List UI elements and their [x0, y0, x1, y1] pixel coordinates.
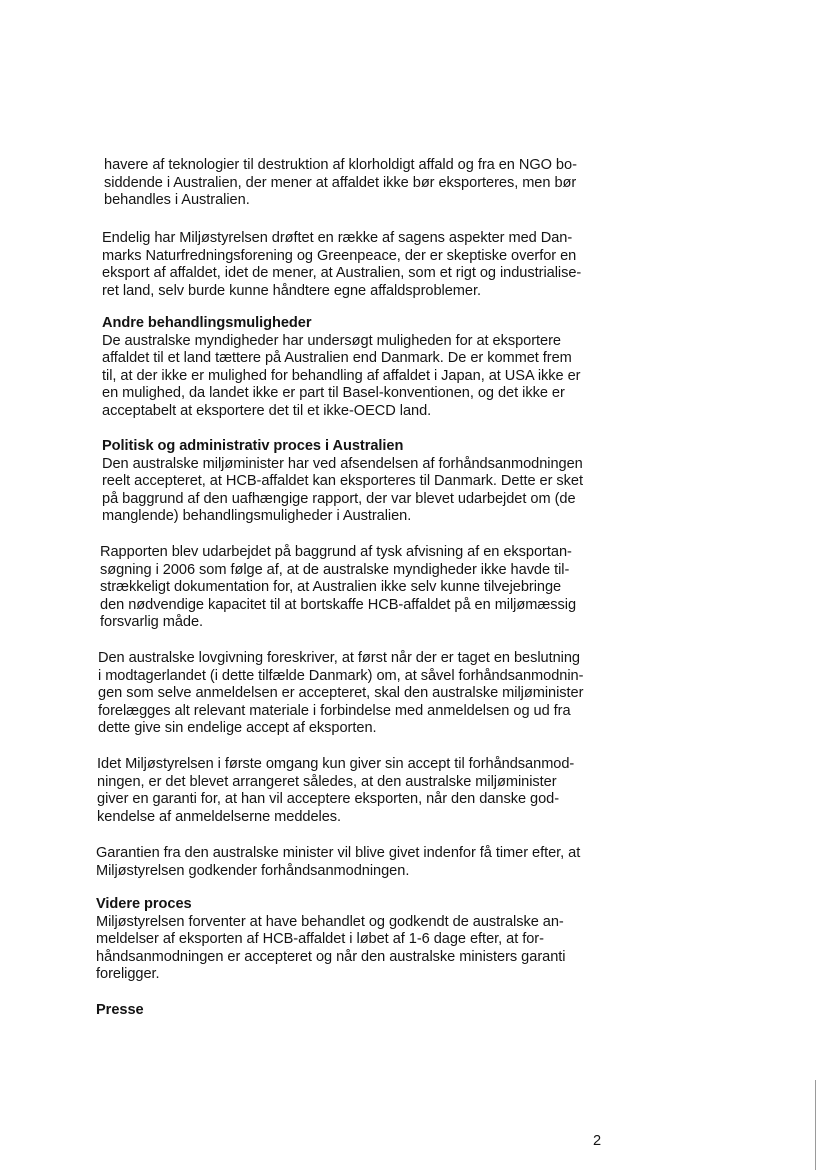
text-line: Den australske lovgivning foreskriver, at først når der er taget en beslutning	[98, 650, 580, 666]
paragraph-guarantee-timing	[96, 845, 580, 880]
page-number: 2	[593, 1133, 602, 1149]
text-line: Miljøstyrelsen godkender forhåndsanmodningen.	[96, 862, 410, 879]
scan-edge-mark	[815, 1080, 816, 1170]
text-line: til, at der ikke er mulighed for behandling af affaldet i Japan, at USA ikke er	[102, 367, 581, 384]
text-line: strækkeligt dokumentation for, at Australien ikke selv kunne tilvejebringe	[100, 579, 562, 596]
text-line: eksport af affaldet, idet de mener, at Australien, som et rigt og industrialise-	[102, 265, 582, 282]
text-line: håndsanmodningen er accepteret og når den australske ministers garanti	[96, 948, 566, 965]
paragraph-legislation	[98, 650, 583, 738]
text-line: forsvarlig måde.	[100, 614, 204, 631]
text-line: Endelig har Miljøstyrelsen drøftet en række af sagens aspekter med Dan-	[102, 230, 573, 246]
text-line: i modtagerlandet (i dette tilfælde Danmark) om, at såvel forhåndsanmodnin-	[98, 667, 584, 684]
text-line: meldelser af eksporten af HCB-affaldet i løbet af 1-6 dage efter, at for-	[96, 931, 544, 948]
text-line: på baggrund af den uafhængige rapport, der var blevet udarbejdet om (de	[102, 490, 576, 507]
text-line: ret land, selv burde kunne håndtere egne affaldsproblemer.	[102, 282, 481, 299]
text-line: behandles i Australien.	[104, 192, 250, 209]
section-other-treatment	[102, 315, 580, 421]
text-line: gen som selve anmeldelsen er accepteret, skal den australske miljøminister	[98, 685, 584, 702]
text-line: Miljøstyrelsen forventer at have behandlet og godkendt de australske an-	[96, 913, 564, 930]
text-line: ningen, er det blevet arrangeret således, at den australske miljøminister	[97, 773, 557, 790]
section-heading: Presse	[96, 1002, 144, 1018]
text-line: havere af teknologier til destruktion af klorholdigt affald og fra en NGO bo-	[104, 157, 577, 173]
paragraph-ngo-opinion	[104, 157, 577, 210]
section-heading: Videre proces	[96, 896, 192, 912]
text-line: De australske myndigheder har undersøgt muligheden for at eksportere	[102, 332, 561, 349]
section-political-process	[102, 438, 583, 526]
section-press	[96, 1002, 144, 1020]
text-line: siddende i Australien, der mener at affaldet ikke bør eksporteres, men bør	[104, 174, 577, 191]
section-heading: Politisk og administrativ proces i Australien	[102, 438, 404, 454]
section-heading: Andre behandlingsmuligheder	[102, 315, 312, 331]
text-line: Den australske miljøminister har ved afsendelsen af forhåndsanmodningen	[102, 455, 583, 472]
text-line: den nødvendige kapacitet til at bortskaffe HCB-affaldet på en miljømæssig	[100, 596, 577, 613]
text-line: dette give sin endelige accept af eksporten.	[98, 720, 377, 737]
text-line: manglende) behandlingsmuligheder i Australien.	[102, 508, 412, 525]
text-line: giver en garanti for, at han vil acceptere eksporten, når den danske god-	[97, 791, 560, 808]
section-further-process	[96, 896, 565, 984]
text-line: en mulighed, da landet ikke er part til Basel-konventionen, og det ikke er	[102, 385, 565, 402]
text-line: kendelse af anmeldelserne meddeles.	[97, 808, 342, 825]
paragraph-consultation	[102, 230, 581, 300]
text-line: Rapporten blev udarbejdet på baggrund af tysk afvisning af en eksportan-	[100, 544, 572, 560]
text-line: marks Naturfredningsforening og Greenpeace, der er skeptiske overfor en	[102, 247, 577, 264]
text-line: søgning i 2006 som følge af, at de australske myndigheder ikke havde til-	[100, 561, 570, 578]
text-line: forelægges alt relevant materiale i forbindelse med anmeldelsen og ud fra	[98, 702, 571, 719]
text-line: reelt accepteret, at HCB-affaldet kan eksporteres til Danmark. Dette er sket	[102, 473, 583, 490]
text-line: Idet Miljøstyrelsen i første omgang kun giver sin accept til forhåndsanmod-	[97, 756, 575, 772]
text-line: foreligger.	[96, 966, 160, 983]
paragraph-report	[100, 544, 576, 632]
paragraph-guarantee-arrangement	[97, 756, 574, 826]
text-line: affaldet til et land tættere på Australien end Danmark. De er kommet frem	[102, 350, 572, 367]
text-line: Garantien fra den australske minister vil blive givet indenfor få timer efter, at	[96, 845, 581, 861]
text-line: acceptabelt at eksportere det til et ikke-OECD land.	[102, 402, 432, 419]
